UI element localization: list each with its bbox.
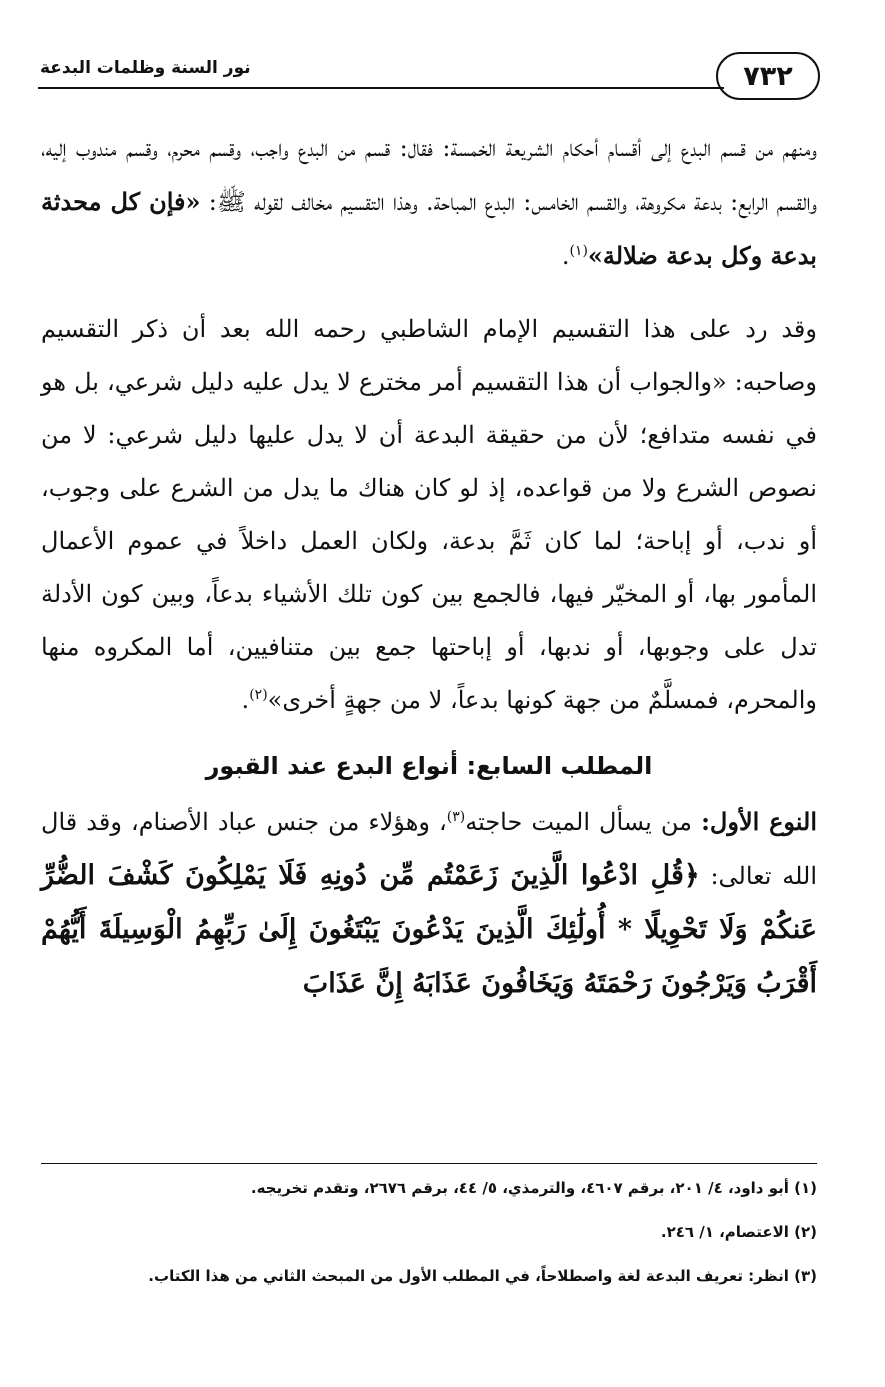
footnote-1: (١) أبو داود، ٤/ ٢٠١، برقم ٤٦٠٧، والترمذي، ٥/ ٤٤، برقم ٢٦٧٦، وتقدم تخريجه. [250, 1179, 817, 1197]
paragraph-1 [41, 122, 817, 283]
footnote-ref-3: (٣) [446, 809, 466, 825]
paragraph-3-lead: النوع الأول: [701, 807, 818, 836]
page-header [38, 52, 820, 100]
paragraph-1-end: . [561, 242, 570, 270]
footnote-3: (٣) انظر: تعريف البدعة لغة واصطلاحاً، في المطلب الأول من المبحث الثاني من هذا الكتاب. [148, 1267, 817, 1285]
main-text [41, 122, 817, 1011]
section-heading: المطلب السابع: أنواع البدع عند القبور [205, 752, 653, 780]
page-number: ٧٣٢ [716, 52, 820, 100]
paragraph-3 [41, 795, 817, 1011]
paragraph-2 [41, 303, 817, 727]
quran-verse: ﴿قُلِ ادْعُوا الَّذِينَ زَعَمْتُم مِّن دُونِهِ فَلَا يَمْلِكُونَ كَشْفَ الضُّرِّ عَنكُمْ وَلَا تَحْوِيلًا * أُولَٰئِكَ الَّذِينَ يَدْعُونَ يَبْتَغُونَ إِلَىٰ رَبِّهِمُ الْوَسِيلَةَ أَيُّهُمْ أَقْرَبُ وَيَرْجُونَ رَحْمَتَهُ وَيَخَافُونَ عَذَابَهُ إِنَّ عَذَابَ [41, 860, 817, 999]
paragraph-2-end: . [241, 686, 250, 714]
footnote-divider [41, 1163, 817, 1164]
footnote-ref-2: (٢) [249, 687, 268, 703]
footnote-ref-1: (١) [569, 243, 588, 259]
footnote-2: (٢) الاعتصام، ١/ ٢٤٦. [660, 1223, 817, 1241]
hadith-quote: «فإن كل محدثة بدعة وكل بدعة ضلالة» [41, 187, 817, 270]
paragraph-2-text: وقد رد على هذا التقسيم الإمام الشاطبي رحمه الله بعد أن ذكر التقسيم وصاحبه: «والجواب أن هذا التقسيم أمر مخترع لا يدل عليه دليل شرعي، بل هو في نفسه متدافع؛ لأن من حقيقة البدعة أن لا يدل عليها دليل شرعي: لا من نصوص الشرع ولا من قواعده، إذ لو كان هناك ما يدل من الشرع على وجوب، أو ندب، أو إباحة؛ لما كان ثَمَّ بدعة، ولكان العمل داخلاً في عموم الأعمال المأمور بها، أو المخيّر فيها، فالجمع بين كون تلك الأشياء بدعاً، وبين كون الأدلة تدل على وجوبها، أو ندبها، أو إباحتها جمع بين متنافيين، أما المكروه منها والمحرم، فمسلَّمٌ من جهة كونها بدعاً، لا من جهةٍ أخرى» [41, 315, 817, 714]
paragraph-3-text: من يسأل الميت حاجته [465, 808, 702, 836]
running-title: نور السنة وظلمات البدعة [40, 58, 251, 78]
header-rule [38, 87, 724, 89]
footnotes [41, 1176, 817, 1308]
paragraph-1-text: ومنهم من قسم البدع إلى أقسام أحكام الشريعة الخمسة: فقال: قسم من البدع واجب، وقسم محرم، وقسم مندوب إليه، والقسم الرابع: بدعة مكروهة، والقسم الخامس: البدع المباحة. وهذا التقسيم مخالف لقوله ﷺ: [41, 134, 817, 216]
paragraph-3-text-2: ، وهؤلاء من جنس عباد الأصنام، وقد قال الله تعالى: [41, 808, 817, 890]
